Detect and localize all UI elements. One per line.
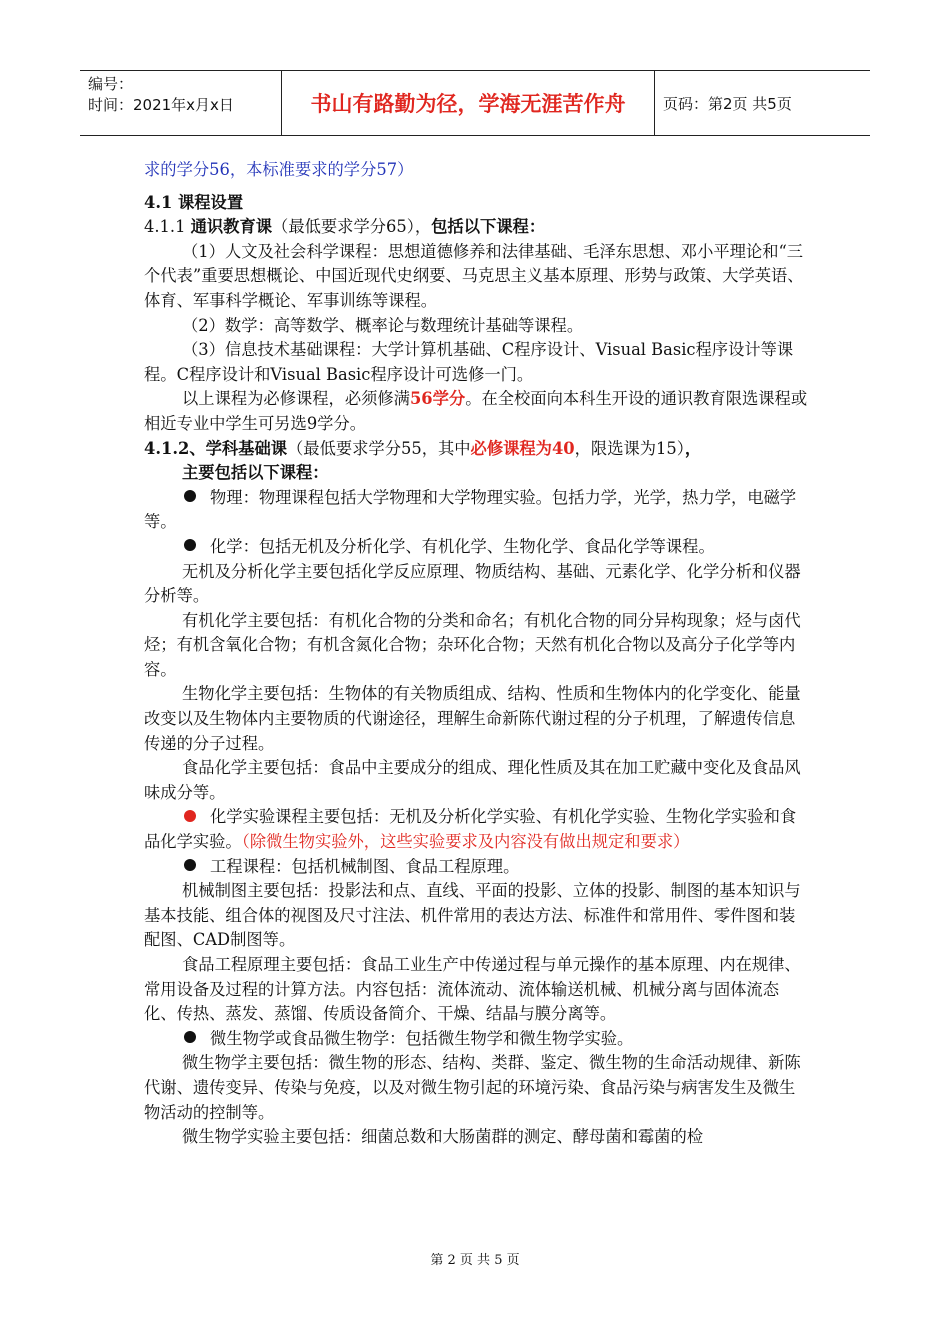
subsection-number: 4.1.1	[144, 217, 191, 237]
paragraph-math: （2）数学：高等数学、概率论与数理统计基础等课程。	[182, 315, 584, 335]
paragraph-microbiology: 微生物学主要包括：微生物的形态、结构、类群、鉴定、微生物的生命活动规律、新陈代谢、遗传变异、传染与免疫，以及对微生物引起的环境污染、食品污染与病害发生及微生物活动的控制等。	[144, 1053, 801, 1122]
required-courses-highlight: 必修课程为40	[470, 438, 575, 458]
intro-line: 求的学分56，本标准要求的学分57）	[144, 160, 414, 179]
bullet-icon-red	[184, 810, 196, 822]
bullet-chem-lab	[144, 805, 809, 854]
subsection-title: 通识教育课	[190, 217, 273, 237]
page-header	[80, 70, 870, 136]
subsection-discipline-basics	[144, 437, 809, 462]
chemistry-text: 化学：包括无机及分析化学、有机化学、生物化学、食品化学等课程。	[210, 536, 715, 556]
bullet-icon	[184, 1031, 196, 1043]
required-text-tail: 。在全校面向本科生开设的通识教育限选课程或相近专业中学生可另选9学分。	[144, 389, 808, 433]
main-courses-intro: 主要包括以下课程：	[182, 463, 329, 483]
required-credits-highlight: 56学分	[409, 389, 466, 409]
chem-lab-note: （除微生物实验外，这些实验要求及内容没有做出规定和要求）	[241, 832, 690, 852]
bullet-physics	[144, 486, 809, 535]
paragraph-required-credits	[144, 387, 809, 436]
elective-note: ，限选课为15）	[574, 438, 685, 458]
subsection-title-2: 4.1.2、学科基础课	[144, 438, 288, 458]
bullet-engineering	[144, 855, 809, 880]
header-page-info: 页码：第2页 共5页	[663, 94, 792, 113]
paragraph-food-engineering: 食品工程原理主要包括：食品工业生产中传递过程与单元操作的基本原理、内在规律、常用设备及过程的计算方法。内容包括：流体流动、流体输送机械、机械分离与固体流态化、传热、蒸发、蒸馏、传质设备简介、干燥、结晶与膜分离等。	[144, 955, 801, 1024]
credit-note: （最低要求学分65），	[272, 217, 432, 237]
bullet-microbiology	[144, 1027, 809, 1052]
bullet-chemistry	[144, 535, 809, 560]
course-intro: 包括以下课程：	[431, 217, 546, 237]
microbiology-text: 微生物学或食品微生物学：包括微生物学和微生物学实验。	[210, 1028, 634, 1048]
header-meta	[80, 71, 282, 135]
engineering-text: 工程课程：包括机械制图、食品工程原理。	[210, 856, 520, 876]
paragraph-biochem: 生物化学主要包括：生物体的有关物质组成、结构、性质和生物体内的化学变化、能量改变以及生物体内主要物质的代谢途径，理解生命新陈代谢过程的分子机理，了解遗传信息传递的分子过程。	[144, 684, 801, 753]
bullet-icon	[184, 859, 196, 871]
physics-text: 物理：物理课程包括大学物理和大学物理实验。包括力学，光学，热力学，电磁学等。	[144, 487, 797, 532]
comma: ，	[684, 438, 702, 458]
paragraph-food-chem: 食品化学主要包括：食品中主要成分的组成、理化性质及其在加工贮藏中变化及食品风味成分等。	[144, 758, 801, 802]
header-motto: 书山有路勤为径，学海无涯苦作舟	[282, 71, 655, 135]
paragraph-drawing: 机械制图主要包括：投影法和点、直线、平面的投影、立体的投影、制图的基本知识与基本技能、组合体的视图及尺寸注法、机件常用的表达方法、标准件和常用件、零件图和装配图、CAD制图等。	[144, 881, 801, 950]
bullet-icon	[184, 539, 196, 551]
paragraph-humanities: （1）人文及社会科学课程：思想道德修养和法律基础、毛泽东思想、邓小平理论和“三个代表”重要思想概论、中国近现代史纲要、马克思主义基本原理、形势与政策、大学英语、体育、军事科学概论、军事训练等课程。	[144, 241, 804, 310]
bullet-icon	[184, 490, 196, 502]
required-text: 以上课程为必修课程，必须修满	[182, 389, 410, 409]
paragraph-it: （3）信息技术基础课程：大学计算机基础、C程序设计、Visual Basic程序设计等课程。C程序设计和Visual Basic程序设计可选修一门。	[144, 340, 794, 384]
paragraph-micro-lab: 微生物学实验主要包括：细菌总数和大肠菌群的测定、酵母菌和霉菌的检	[182, 1127, 704, 1147]
section-heading: 4.1 课程设置	[144, 192, 244, 212]
document-date: 时间：2021年x月x日	[88, 96, 234, 114]
document-body	[144, 158, 809, 1150]
page-footer: 第 2 页 共 5 页	[430, 1253, 520, 1268]
subsection-general-education	[144, 215, 809, 240]
credit-note-2: （最低要求学分55，其中	[287, 438, 471, 458]
document-number-label: 编号：	[88, 75, 134, 93]
paragraph-organic: 有机化学主要包括：有机化合物的分类和命名；有机化合物的同分异构现象；烃与卤代烃；有机含氧化合物；有机含氮化合物；杂环化合物；天然有机化合物以及高分子化学等内容。	[144, 610, 801, 679]
paragraph-inorganic: 无机及分析化学主要包括化学反应原理、物质结构、基础、元素化学、化学分析和仪器分析等。	[144, 561, 801, 606]
chem-lab-text: 化学实验课程主要包括：无机及分析化学实验、有机化学实验、生物化学实验和食品化学实验。	[144, 807, 797, 852]
